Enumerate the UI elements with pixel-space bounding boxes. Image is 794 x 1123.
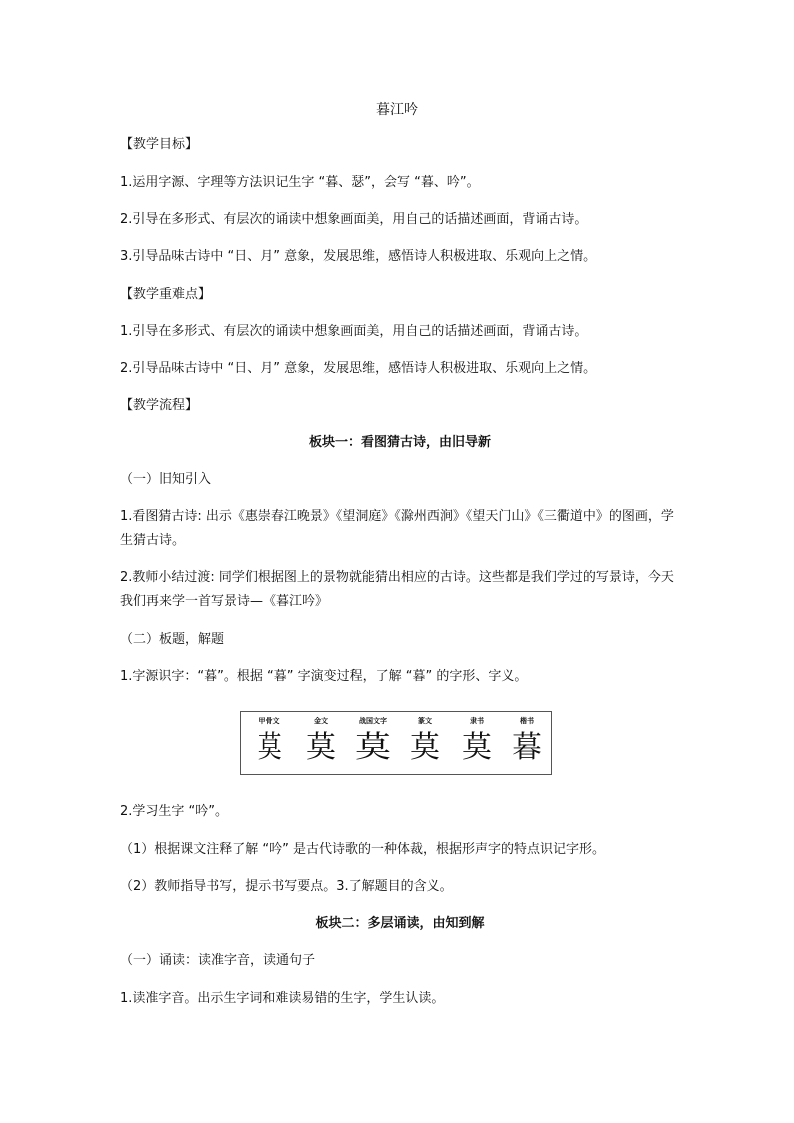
character-evolution-figure: [240, 711, 552, 775]
block2-item: 1.读准字音。出示生字词和难读易错的生字，学生认读。: [120, 991, 445, 1006]
document-title: 暮江吟: [376, 102, 418, 118]
script-label: 篆文: [418, 717, 432, 725]
glyph: 莫: [410, 730, 440, 765]
goal-item: 3.引导品味古诗中 “日、月” 意象，发展思维，感悟诗人积极进取、乐观向上之情。: [120, 249, 597, 264]
block1-item: 1.字源识字：“暮”。根据 “暮” 字演变过程，了解 “暮” 的字形、字义。: [120, 669, 528, 684]
evolution-column: [453, 712, 501, 768]
block1-title: 板块一：看图猜古诗，由旧导新: [308, 435, 491, 450]
glyph: 暮: [512, 730, 542, 765]
evolution-column: [297, 712, 345, 768]
evolution-column: [245, 712, 293, 768]
block1-item: （2）教师指导书写，提示书写要点。3.了解题目的含义。: [120, 879, 453, 894]
script-label: 甲骨文: [258, 717, 280, 725]
goal-item: 1.运用字源、字理等方法识记生字 “暮、瑟”，会写 “暮、吟”。: [120, 175, 480, 190]
block1-item: 1.看图猜古诗: 出示《惠崇春江晚景》《望洞庭》《滁州西涧》《望天门山》《三衢道中》的图画，学生猜古诗。: [120, 509, 674, 548]
glyph: 莫: [355, 730, 391, 765]
block2-subheading: （一）诵读：读准字音，读通句子: [120, 953, 316, 968]
evolution-column: [349, 712, 397, 768]
key-point-item: 1.引导在多形式、有层次的诵读中想象画面美，用自己的话描述画面，背诵古诗。: [120, 324, 588, 339]
goals-heading: 【教学目标】: [120, 137, 199, 152]
block1-item: 2.教师小结过渡: 同学们根据图上的景物就能猜出相应的古诗。这些都是我们学过的写景诗，今天我们再来学一首写景诗—《暮江吟》: [120, 570, 674, 609]
glyph: 莫: [462, 730, 492, 765]
block1-subheading: （二）板题，解题: [120, 632, 225, 647]
glyph: 莫: [257, 730, 281, 765]
block1-item: （1）根据课文注释了解 “吟” 是古代诗歌的一种体裁，根据形声字的特点识记字形。: [120, 842, 606, 857]
evolution-column: [503, 712, 551, 768]
script-label: 隶书: [470, 717, 484, 725]
key-points-heading: 【教学重难点】: [120, 287, 212, 302]
script-label: 战国文字: [359, 717, 387, 725]
block1-item: 2.学习生字 “吟”。: [120, 804, 229, 819]
key-point-item: 2.引导品味古诗中 “日、月” 意象，发展思维，感悟诗人积极进取、乐观向上之情。: [120, 361, 597, 376]
script-label: 楷书: [520, 717, 534, 725]
block1-subheading: （一）旧知引入: [120, 472, 212, 487]
block2-title: 板块二：多层诵读，由知到解: [315, 916, 485, 931]
flow-heading: 【教学流程】: [120, 398, 199, 413]
glyph: 莫: [306, 730, 336, 765]
evolution-column: [401, 712, 449, 768]
script-label: 金文: [314, 717, 328, 725]
goal-item: 2.引导在多形式、有层次的诵读中想象画面美，用自己的话描述画面，背诵古诗。: [120, 212, 588, 227]
